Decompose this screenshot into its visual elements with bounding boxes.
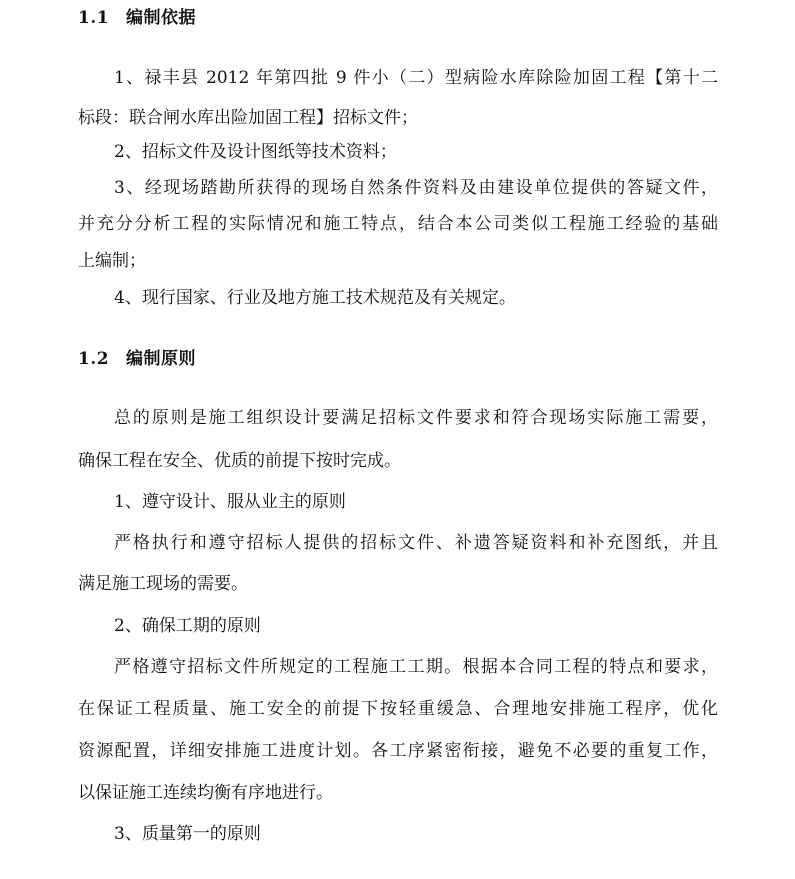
paragraph-line: 资源配置，详细安排施工进度计划。各工序紧密衔接，避免不必要的重复工作，	[78, 741, 718, 761]
paragraph-line: 1、遵守设计、服从业主的原则	[114, 492, 346, 512]
paragraph-line: 3、质量第一的原则	[114, 824, 261, 844]
paragraph-line: 严格遵守招标文件所规定的工程施工工期。根据本合同工程的特点和要求，	[114, 657, 718, 677]
paragraph-line: 3、经现场踏勘所获得的现场自然条件资料及由建设单位提供的答疑文件，	[114, 178, 718, 198]
paragraph-line: 上编制；	[78, 251, 146, 271]
paragraph-line: 2、确保工期的原则	[114, 616, 261, 636]
paragraph-line: 1、禄丰县 2012 年第四批 9 件小（二）型病险水库除险加固工程【第十二	[114, 68, 718, 88]
paragraph-line: 以保证施工连续均衡有序地进行。	[78, 783, 333, 803]
section-number: 1.1	[78, 8, 110, 28]
paragraph-line: 4、现行国家、行业及地方施工技术规范及有关规定。	[114, 288, 516, 308]
paragraph-line: 并充分分析工程的实际情况和施工特点，结合本公司类似工程施工经验的基础	[78, 214, 718, 234]
paragraph-line: 满足施工现场的需要。	[78, 574, 248, 594]
section-heading-1-1	[78, 6, 778, 30]
section-number: 1.2	[78, 349, 110, 369]
paragraph-line: 2、招标文件及设计图纸等技术资料；	[114, 142, 397, 162]
paragraph-line: 标段：联合闸水库出险加固工程】招标文件；	[78, 108, 418, 128]
paragraph-line: 总的原则是施工组织设计要满足招标文件要求和符合现场实际施工需要，	[114, 408, 718, 428]
paragraph-line: 确保工程在安全、优质的前提下按时完成。	[78, 451, 401, 471]
paragraph-line: 严格执行和遵守招标人提供的招标文件、补遗答疑资料和补充图纸，并且	[114, 533, 718, 553]
section-title: 编制依据	[126, 8, 196, 28]
section-heading-1-2	[78, 347, 778, 371]
paragraph-line: 在保证工程质量、施工安全的前提下按轻重缓急、合理地安排施工程序，优化	[78, 699, 718, 719]
section-title: 编制原则	[126, 349, 196, 369]
